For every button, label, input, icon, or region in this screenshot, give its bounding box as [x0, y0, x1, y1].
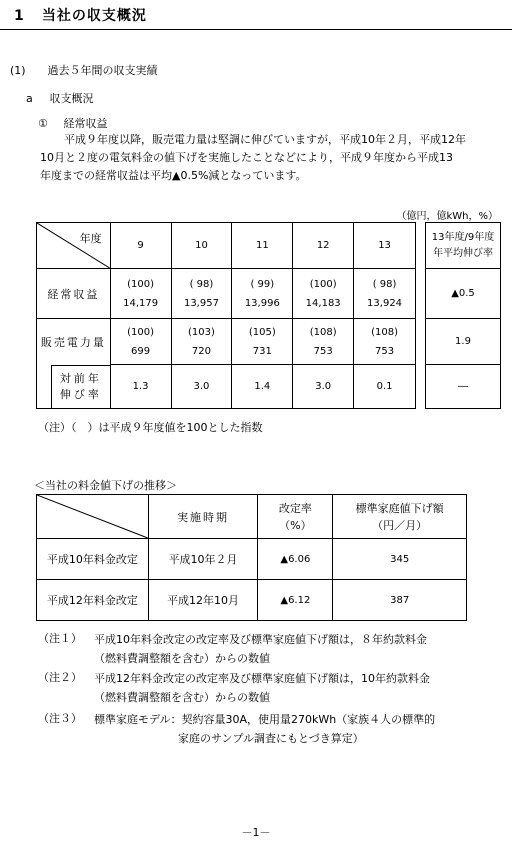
- section-a-heading: [26, 90, 94, 106]
- paragraph-line: 平成９年度以降，販売電力量は堅調に伸びていますが，平成10年２月，平成12年: [64, 133, 466, 146]
- revision-reduction: 387: [333, 580, 467, 621]
- amount-value: 731: [252, 345, 272, 357]
- page-number: －1－: [241, 826, 271, 839]
- section-1-number: (1): [10, 64, 26, 77]
- footnote-line: 平成10年料金改定の改定率及び標準家庭値下げ額は，８年約款料金: [94, 633, 427, 646]
- table1-note: （注）（ ）は平成９年度値を100とした指数: [38, 421, 263, 434]
- revision-name: 平成12年料金改定: [37, 580, 149, 621]
- revision-date: 平成10年２月: [148, 539, 258, 580]
- footnote-line: 平成12年料金改定の改定率及び標準家庭値下げ額は，10年約款料金: [94, 672, 430, 685]
- row-label-ordinary-revenue: 経常収益: [37, 269, 111, 319]
- header-reduction-line: （円／月）: [372, 518, 428, 532]
- section-i-heading: [38, 115, 108, 131]
- avg-value: ―: [426, 365, 501, 409]
- index-value: ( 98): [189, 278, 214, 290]
- revision-name: 平成10年料金改定: [37, 539, 149, 580]
- section-1-title: 過去５年間の収支実績: [47, 64, 158, 77]
- table-cell: [354, 319, 416, 365]
- page-heading: [14, 5, 147, 25]
- header-date: 実施時期: [148, 495, 258, 539]
- index-value: (108): [309, 326, 337, 338]
- table1-unit: （億円，億kWh，%）: [396, 211, 498, 222]
- table-row: [37, 580, 467, 621]
- index-value: ( 99): [250, 278, 275, 290]
- amount-value: 13,924: [367, 297, 403, 309]
- paragraph-line: 年度までの経常収益は平均▲0.5%減となっています。: [40, 169, 307, 182]
- footnote-line: 標準家庭モデル：契約容量30A，使用量270kWh（家族４人の標準的: [94, 713, 436, 726]
- index-value: ( 98): [372, 278, 397, 290]
- index-value: (100): [127, 326, 155, 338]
- year-header: 9: [110, 223, 171, 269]
- rate-cut-table: [36, 494, 467, 621]
- header-reduction-line: 標準家庭値下げ額: [355, 501, 444, 515]
- header-rate-line: （%）: [279, 518, 312, 532]
- revision-reduction: 345: [333, 539, 467, 580]
- table-cell: [293, 319, 354, 365]
- table1-corner-label: 年度: [79, 232, 102, 245]
- avg-header-line: 13年度/9年度: [431, 231, 495, 243]
- section-a-number: a: [26, 92, 33, 105]
- table-cell: [171, 319, 232, 365]
- table-cell: [110, 319, 171, 365]
- revision-rate: ▲6.06: [258, 539, 333, 580]
- index-value: (105): [248, 326, 276, 338]
- growth-label-line: 対前年: [59, 371, 102, 385]
- revenue-table: [36, 222, 416, 409]
- footnote-3: [38, 710, 435, 748]
- average-growth-table: [425, 222, 501, 409]
- amount-value: 14,179: [123, 297, 159, 309]
- table-cell: [232, 319, 293, 365]
- heading-rule: [0, 29, 512, 30]
- growth-value: 3.0: [171, 365, 232, 409]
- amount-value: 753: [375, 345, 395, 357]
- year-header: 12: [293, 223, 354, 269]
- summary-paragraph: [40, 131, 504, 185]
- table1-corner-cell: [37, 223, 111, 269]
- footnote-tag: （注１）: [38, 632, 82, 645]
- index-value: (108): [371, 326, 398, 338]
- table-cell: [110, 269, 171, 319]
- section-i-title: 経常収益: [63, 117, 108, 130]
- footnote-tag: （注２）: [38, 671, 82, 684]
- footnote-line: （燃料費調整額を含む）からの数値: [94, 652, 270, 665]
- section-1-heading: [10, 62, 158, 78]
- section-a-title: 収支概況: [49, 92, 94, 105]
- heading-title: 当社の収支概況: [41, 8, 147, 24]
- table-cell: [232, 269, 293, 319]
- footnote-2: [38, 669, 430, 707]
- growth-value: 1.3: [110, 365, 171, 409]
- section-i-number: ①: [38, 117, 48, 130]
- growth-value: 3.0: [293, 365, 354, 409]
- avg-header-line: 年平均伸び率: [433, 247, 493, 259]
- table-cell: [354, 269, 416, 319]
- footnote-tag: （注３）: [38, 712, 82, 725]
- table-cell: [171, 269, 232, 319]
- growth-value: 0.1: [354, 365, 416, 409]
- table2-corner-cell: [37, 495, 149, 539]
- amount-value: 753: [313, 345, 333, 357]
- header-rate: [258, 495, 333, 539]
- amount-value: 720: [191, 345, 211, 357]
- avg-value: ▲0.5: [426, 269, 501, 319]
- index-value: (103): [188, 326, 215, 338]
- avg-header: [426, 223, 501, 269]
- amount-value: 13,957: [183, 297, 219, 309]
- amount-value: 13,996: [244, 297, 280, 309]
- table-row: [37, 539, 467, 580]
- footnote-line: （燃料費調整額を含む）からの数値: [94, 691, 270, 704]
- growth-label-line: 伸び率: [59, 387, 102, 401]
- paragraph-line: 10月と２度の電気料金の値下げを実施したことなどにより，平成９年度から平成13: [40, 151, 453, 164]
- amount-value: 699: [131, 345, 151, 357]
- header-reduction: [333, 495, 467, 539]
- year-header: 10: [171, 223, 232, 269]
- growth-label-cell: [37, 365, 111, 409]
- table2-subtitle: ＜当社の料金値下げの推移＞: [34, 479, 177, 492]
- footnote-1: [38, 630, 427, 668]
- table-cell: [293, 269, 354, 319]
- year-header: 11: [232, 223, 293, 269]
- amount-value: 14,183: [305, 297, 341, 309]
- row-label-electricity-sales: 販売電力量: [37, 319, 111, 365]
- growth-value: 1.4: [232, 365, 293, 409]
- footnote-line: 家庭のサンプル調査にもとづき算定）: [178, 732, 364, 745]
- revision-rate: ▲6.12: [258, 580, 333, 621]
- avg-value: 1.9: [426, 319, 501, 365]
- index-value: (100): [127, 278, 155, 290]
- year-header: 13: [354, 223, 416, 269]
- revision-date: 平成12年10月: [148, 580, 258, 621]
- index-value: (100): [309, 278, 337, 290]
- header-rate-line: 改定率: [278, 501, 312, 515]
- heading-number: 1: [14, 8, 25, 24]
